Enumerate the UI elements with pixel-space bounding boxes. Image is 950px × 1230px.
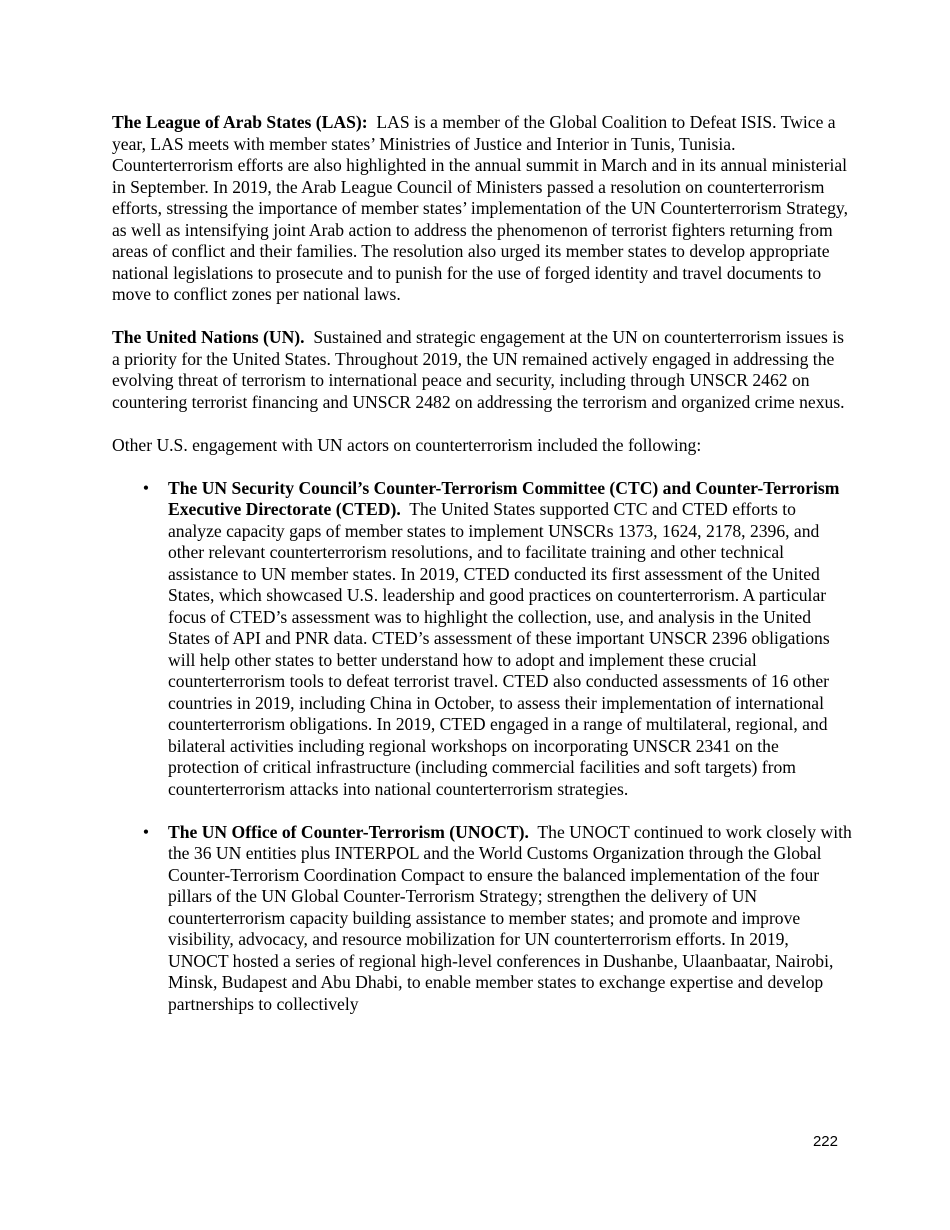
un-paragraph — [112, 327, 852, 413]
unoct-heading: The UN Office of Counter-Terrorism (UNOCT). — [168, 821, 529, 842]
un-heading: The United Nations (UN). — [112, 327, 305, 347]
page-number: 222 — [812, 1133, 838, 1150]
intro-paragraph: Other U.S. engagement with UN actors on counterterrorism included the following: — [112, 434, 702, 455]
las-text: LAS is a member of the Global Coalition to Defeat ISIS. Twice a year, LAS meets with member states’ Ministries of Justice and Interior in Tunis, Tunisia. Counterterrorism efforts are also highlighted in the annual summit in March and in its annual ministerial in September. In 2019, the Arab League Council of Ministers passed a resolution on counterterrorism efforts, stressing the importance of member states’ implementation of the UN Counterterrorism Strategy, as well as intensifying joint Arab action to address the phenomenon of terrorist fighters returning from areas of conflict and their families. The resolution also urged its member states to develop appropriate national legislations to prosecute and to punish for the use of forged identity and travel documents to move to conflict zones per national laws. — [112, 112, 848, 304]
las-paragraph — [112, 112, 852, 306]
las-heading: The League of Arab States (LAS): — [112, 112, 368, 132]
list-item-unoct — [112, 822, 852, 1016]
bullet-icon: • — [142, 477, 150, 498]
ctc-cted-heading: The UN Security Council’s Counter-Terrorism Committee (CTC) and Counter-Terrorism Executive Directorate (CTED). — [168, 477, 840, 519]
list-item-ctc-cted — [112, 478, 852, 801]
ctc-cted-text: The United States supported CTC and CTED efforts to analyze capacity gaps of member states to implement UNSCRs 1373, 1624, 2178, 2396, and other relevant counterterrorism resolutions, and to facilitate training and other technical assistance to UN member states. In 2019, CTED conducted its first assessment of the United States, which showcased U.S. leadership and good practices on counterterrorism. A particular focus of CTED’s assessment was to highlight the collection, use, and analysis in the United States of API and PNR data. CTED’s assessment of these important UNSCR 2396 obligations will help other states to better understand how to adopt and implement these crucial counterterrorism tools to defeat terrorist travel. CTED also conducted assessments of 16 other countries in 2019, including China in October, to assess their implementation of international counterterrorism obligations. In 2019, CTED engaged in a range of multilateral, regional, and bilateral activities including regional workshops on incorporating UNSCR 2341 on the protection of critical infrastructure (including commercial facilities and soft targets) from counterterrorism attacks into national counterterrorism strategies. — [168, 499, 830, 799]
page-content — [112, 112, 852, 1037]
bullet-icon: • — [142, 821, 150, 842]
un-text: Sustained and strategic engagement at the UN on counterterrorism issues is a priority for the United States. Throughout 2019, the UN remained actively engaged in addressing the evolving threat of terrorism to international peace and security, including through UNSCR 2462 on countering terrorist financing and UNSCR 2482 on addressing the terrorism and organized crime nexus. — [112, 327, 845, 412]
engagement-list — [112, 478, 852, 1016]
unoct-text: The UNOCT continued to work closely with the 36 UN entities plus INTERPOL and the World Customs Organization through the Global Counter-Terrorism Coordination Compact to ensure the balanced implementation of the four pillars of the UN Global Counter-Terrorism Strategy; strengthen the delivery of UN counterterrorism capacity building assistance to member states; and promote and improve visibility, advocacy, and resource mobilization for UN counterterrorism efforts. In 2019, UNOCT hosted a series of regional high-level conferences in Dushanbe, Ulaanbaatar, Nairobi, Minsk, Budapest and Abu Dhabi, to enable member states to exchange expertise and develop partnerships to collectively — [168, 821, 852, 1014]
